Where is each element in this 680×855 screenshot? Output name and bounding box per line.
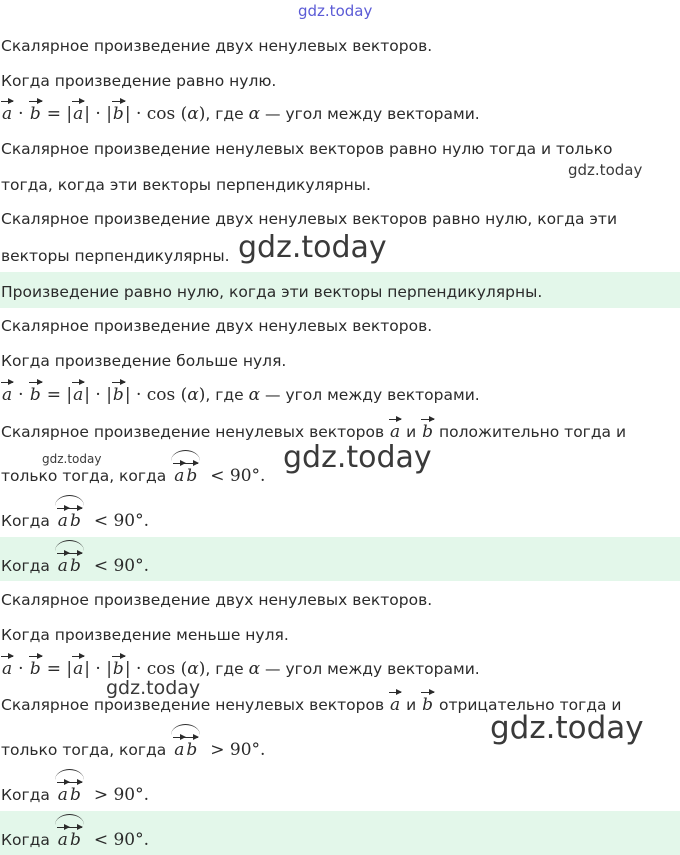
text-line	[0, 422, 680, 442]
text-fragment: отрицательно тогда и	[438, 696, 622, 714]
text-line: только тогда, когда a b > 90°.	[0, 740, 680, 760]
text-line: Скалярное произведение двух ненулевых векторов.	[1, 591, 433, 609]
inequality: > 90°	[210, 740, 261, 760]
vector-b: b	[422, 695, 434, 715]
answer-line: Когда a b < 90°.	[0, 830, 680, 850]
alpha: α	[187, 659, 199, 679]
angle-ab: a b	[171, 740, 200, 760]
text-fragment: , где	[205, 105, 244, 123]
watermark: gdz.today	[568, 161, 643, 179]
alpha: α	[248, 104, 261, 124]
inequality: < 90°	[93, 830, 144, 850]
vector-b: b	[112, 104, 124, 124]
text-fragment: Скалярное произведение ненулевых векторов	[1, 696, 385, 714]
watermark: gdz.today	[283, 440, 432, 475]
text-fragment: положительно тогда и	[438, 423, 627, 441]
formula-line: a · b = |a| · |b| · cos (α), где α — угол между векторами.	[2, 659, 480, 679]
angle-ab: a b	[55, 556, 84, 576]
text-line: Когда a b > 90°.	[0, 785, 680, 805]
text-line: только тогда, когда a b < 90°.	[0, 466, 680, 486]
inequality: < 90°	[93, 556, 144, 576]
vector-b: b	[112, 659, 124, 679]
text-fragment: — угол между векторами.	[265, 386, 480, 404]
inequality: < 90°	[210, 466, 261, 486]
vector-a: a	[2, 659, 13, 679]
watermark: gdz.today	[106, 677, 201, 699]
vector-a: a	[73, 385, 84, 405]
angle-ab: a b	[55, 511, 84, 531]
text-line: Скалярное произведение двух ненулевых векторов равно нулю, когда эти	[1, 210, 618, 228]
text-fragment: Скалярное произведение ненулевых векторов	[1, 423, 385, 441]
text-fragment: только тогда, когда	[1, 467, 167, 485]
vector-a: a	[390, 422, 401, 442]
vector-b: b	[422, 422, 434, 442]
text-fragment: , где	[205, 386, 244, 404]
text-fragment: Когда	[1, 786, 50, 804]
watermark: gdz.today	[238, 230, 387, 265]
text-line: Когда произведение равно нулю.	[1, 72, 277, 90]
text-line: тогда, когда эти векторы перпендикулярны.	[1, 176, 371, 194]
cos-label: cos	[146, 659, 176, 679]
alpha: α	[248, 659, 261, 679]
alpha: α	[248, 385, 261, 405]
text-fragment: Когда	[1, 831, 50, 849]
answer-line: Когда a b < 90°.	[0, 556, 680, 576]
text-line: Когда произведение меньше нуля.	[1, 626, 289, 644]
formula-line: a · b = |a| · |b| · cos (α), где α — угол между векторами.	[2, 385, 480, 405]
watermark: gdz.today	[42, 452, 102, 466]
text-line: Скалярное произведение двух ненулевых векторов.	[1, 37, 433, 55]
inequality: > 90°	[93, 785, 144, 805]
alpha: α	[187, 104, 199, 124]
vector-a: a	[73, 659, 84, 679]
text-fragment: , где	[205, 660, 244, 678]
vector-b: b	[112, 385, 124, 405]
vector-a: a	[390, 695, 401, 715]
text-fragment: — угол между векторами.	[265, 660, 480, 678]
cos-label: cos	[146, 104, 176, 124]
text-fragment: только тогда, когда	[1, 741, 167, 759]
inequality: < 90°	[93, 511, 144, 531]
text-fragment: и	[406, 696, 417, 714]
text-line: Скалярное произведение ненулевых векторов равно нулю тогда и только	[1, 140, 613, 158]
vector-a: a	[2, 385, 13, 405]
angle-ab: a b	[55, 785, 84, 805]
formula-line: a · b = |a| · |b| · cos (α), где α — угол между векторами.	[2, 104, 480, 124]
cos-label: cos	[146, 385, 176, 405]
angle-ab: a b	[55, 830, 84, 850]
text-line	[0, 695, 680, 715]
angle-ab: a b	[171, 466, 200, 486]
text-line: Скалярное произведение двух ненулевых векторов.	[1, 317, 433, 335]
vector-a: a	[73, 104, 84, 124]
vector-b: b	[29, 659, 41, 679]
text-line: векторы перпендикулярны.	[1, 247, 230, 265]
text-fragment: Когда	[1, 557, 50, 575]
vector-b: b	[29, 104, 41, 124]
watermark: gdz.today	[490, 710, 644, 746]
text-fragment: и	[406, 423, 417, 441]
vector-b: b	[29, 385, 41, 405]
vector-a: a	[2, 104, 13, 124]
alpha: α	[187, 385, 199, 405]
text-fragment: — угол между векторами.	[265, 105, 480, 123]
text-fragment: Когда	[1, 512, 50, 530]
watermark: gdz.today	[298, 2, 373, 20]
answer-line: Произведение равно нулю, когда эти векторы перпендикулярны.	[1, 283, 543, 301]
text-line: Когда a b < 90°.	[0, 511, 680, 531]
text-line: Когда произведение больше нуля.	[1, 352, 287, 370]
